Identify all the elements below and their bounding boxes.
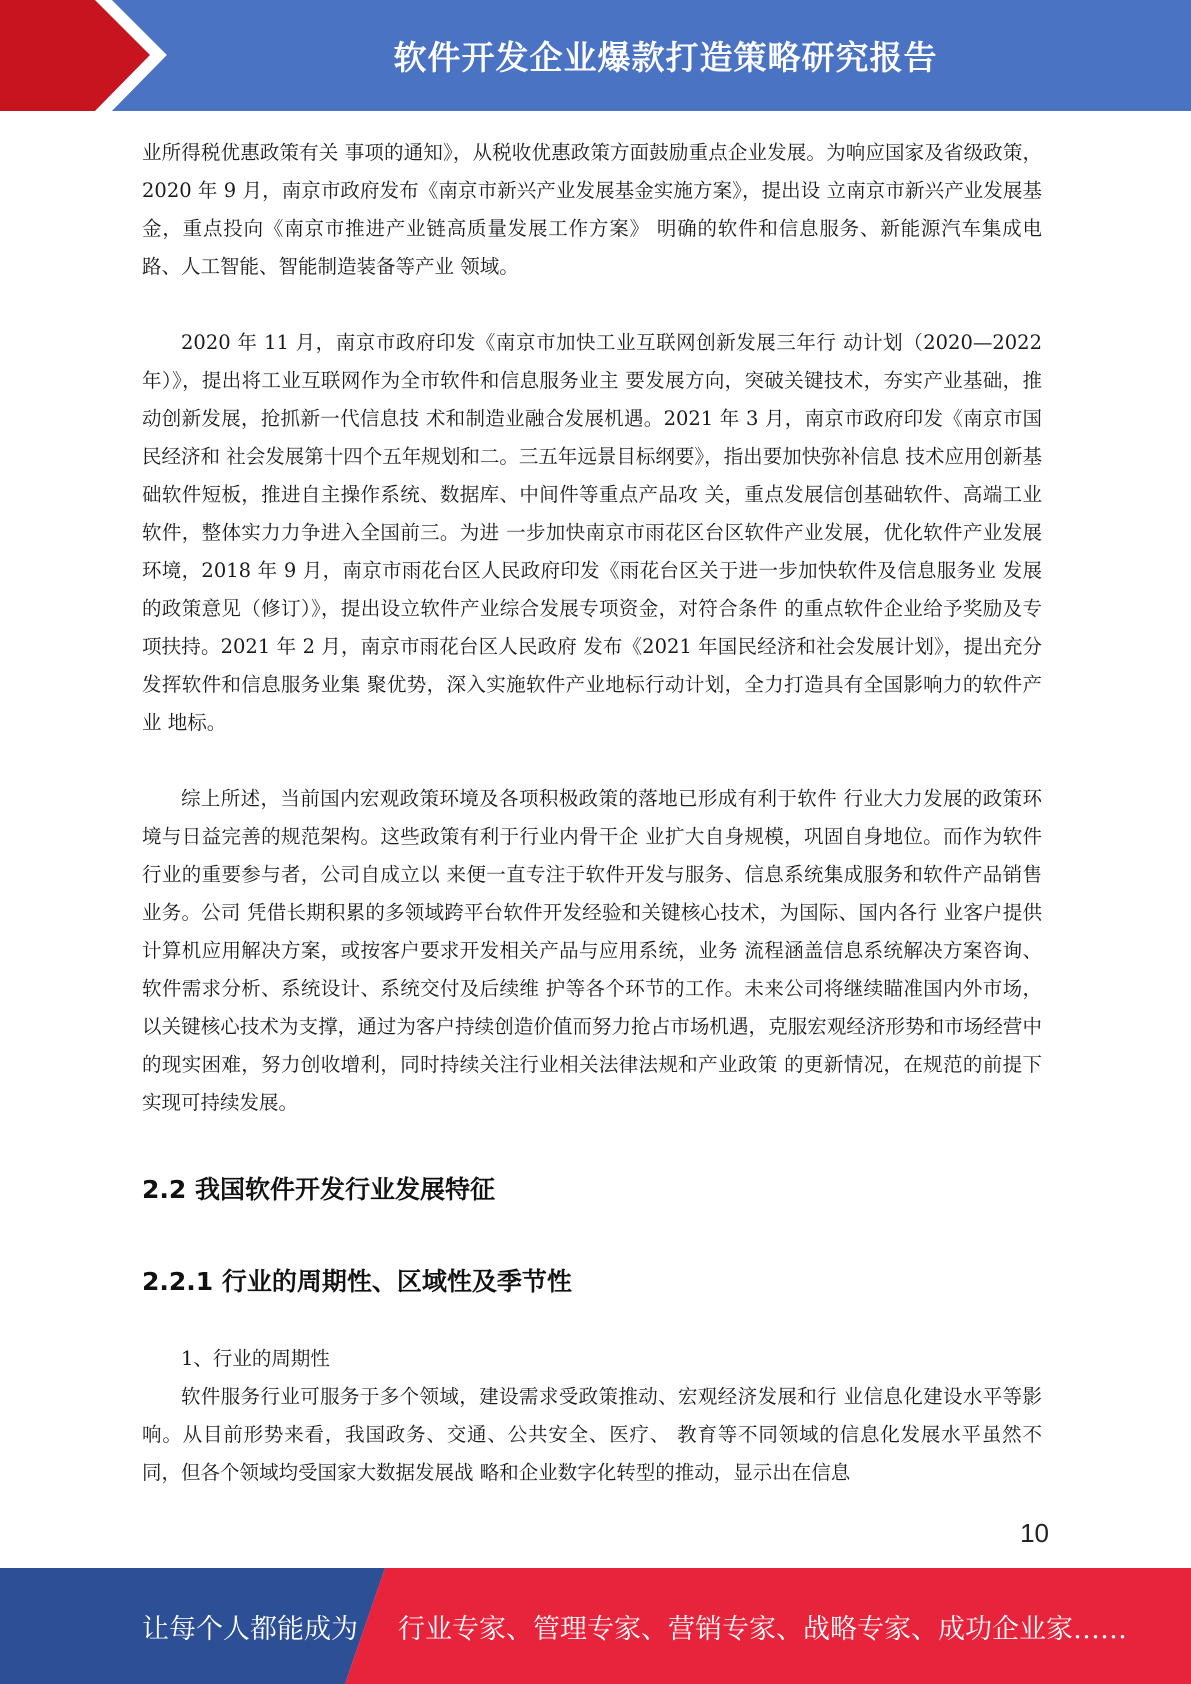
body-paragraph: 软件服务行业可服务于多个领域，建设需求受政策推动、宏观经济发展和行 业信息化建设水平等影响。从目前形势来看，我国政务、交通、公共安全、医疗、 教育等不同领域的信息化发展水平虽然不同，但各个领域均受国家大数据发展战 略和企业数字化转型的推动，显示出在信息 bbox=[142, 1385, 1042, 1484]
subsection-heading: 2.2.1 行业的周期性、区域性及季节性 bbox=[142, 1267, 572, 1296]
footer-slogan-left: 让每个人都能成为 bbox=[142, 1613, 358, 1645]
body-paragraph: 综上所述，当前国内宏观政策环境及各项积极政策的落地已形成有利于软件 行业大力发展的政策环境与日益完善的规范架构。这些政策有利于行业内骨干企 业扩大自身规模，巩固自身地位。而作为软件行业的重要参与者，公司自成立以 来便一直专注于软件开发与服务、信息系统集成服务和软件产品销售业务。公司 凭借长期积累的多领域跨平台软件开发经验和关键核心技术，为国际、国内各行 业客户提供计算机应用解决方案，或按客户要求开发相关产品与应用系统，业务 流程涵盖信息系统解决方案咨询、软件需求分析、系统设计、系统交付及后续维 护等各个环节的工作。未来公司将继续瞄准国内外市场，以关键核心技术为支撑，通过为客户持续创造价值而努力抢占市场机遇，克服宏观经济形势和市场经营中 的现实困难，努力创收增利，同时持续关注行业相关法律法规和产业政策 的更新情况，在规范的前提下实现可持续发展。 bbox=[142, 787, 1042, 1114]
footer-slogan-right: 行业专家、管理专家、营销专家、战略专家、成功企业家…… bbox=[398, 1613, 1127, 1645]
body-content bbox=[142, 134, 1042, 1122]
list-item-heading: 1、行业的周期性 bbox=[181, 1347, 330, 1370]
report-title: 软件开发企业爆款打造策略研究报告 bbox=[393, 38, 938, 77]
page-footer bbox=[0, 1568, 1191, 1684]
section-heading: 2.2 我国软件开发行业发展特征 bbox=[142, 1175, 495, 1204]
body-paragraph: 2020 年 11 月，南京市政府印发《南京市加快工业互联网创新发展三年行 动计划（2020—2022 年）》，提出将工业互联网作为全市软件和信息服务业主 要发展方向，突破关键技术，夯实产业基础，推动创新发展，抢抓新一代信息技 术和制造业融合发展机遇。2021 年 3 月，南京市政府印发《南京市国民经济和 社会发展第十四个五年规划和二。三五年远景目标纲要》，指出要加快弥补信息 技术应用创新基础软件短板，推进自主操作系统、数据库、中间件等重点产品攻 关，重点发展信创基础软件、高端工业软件，整体实力力争进入全国前三。为进 一步加快南京市雨花区台区软件产业发展，优化软件产业发展环境，2018 年 9 月，南京市雨花台区人民政府印发《雨花台区关于进一步加快软件及信息服务业 发展的政策意见（修订）》，提出设立软件产业综合发展专项资金，对符合条件 的重点软件企业给予奖励及专项扶持。2021 年 2 月，南京市雨花台区人民政府 发布《2021 年国民经济和社会发展计划》，提出充分发挥软件和信息服务业集 聚优势，深入实施软件产业地标行动计划，全力打造具有全国影响力的软件产业 地标。 bbox=[142, 331, 1042, 734]
page-number: 10 bbox=[1020, 1518, 1049, 1548]
page-header bbox=[0, 0, 1191, 111]
section-body bbox=[142, 1340, 1042, 1492]
body-paragraph: 业所得税优惠政策有关 事项的通知》，从税收优惠政策方面鼓励重点企业发展。为响应国家及省级政策，2020 年 9 月，南京市政府发布《南京市新兴产业发展基金实施方案》，提出设 立南京市新兴产业发展基金，重点投向《南京市推进产业链高质量发展工作方案》 明确的软件和信息服务、新能源汽车集成电路、人工智能、智能制造装备等产业 领域。 bbox=[142, 141, 1042, 278]
